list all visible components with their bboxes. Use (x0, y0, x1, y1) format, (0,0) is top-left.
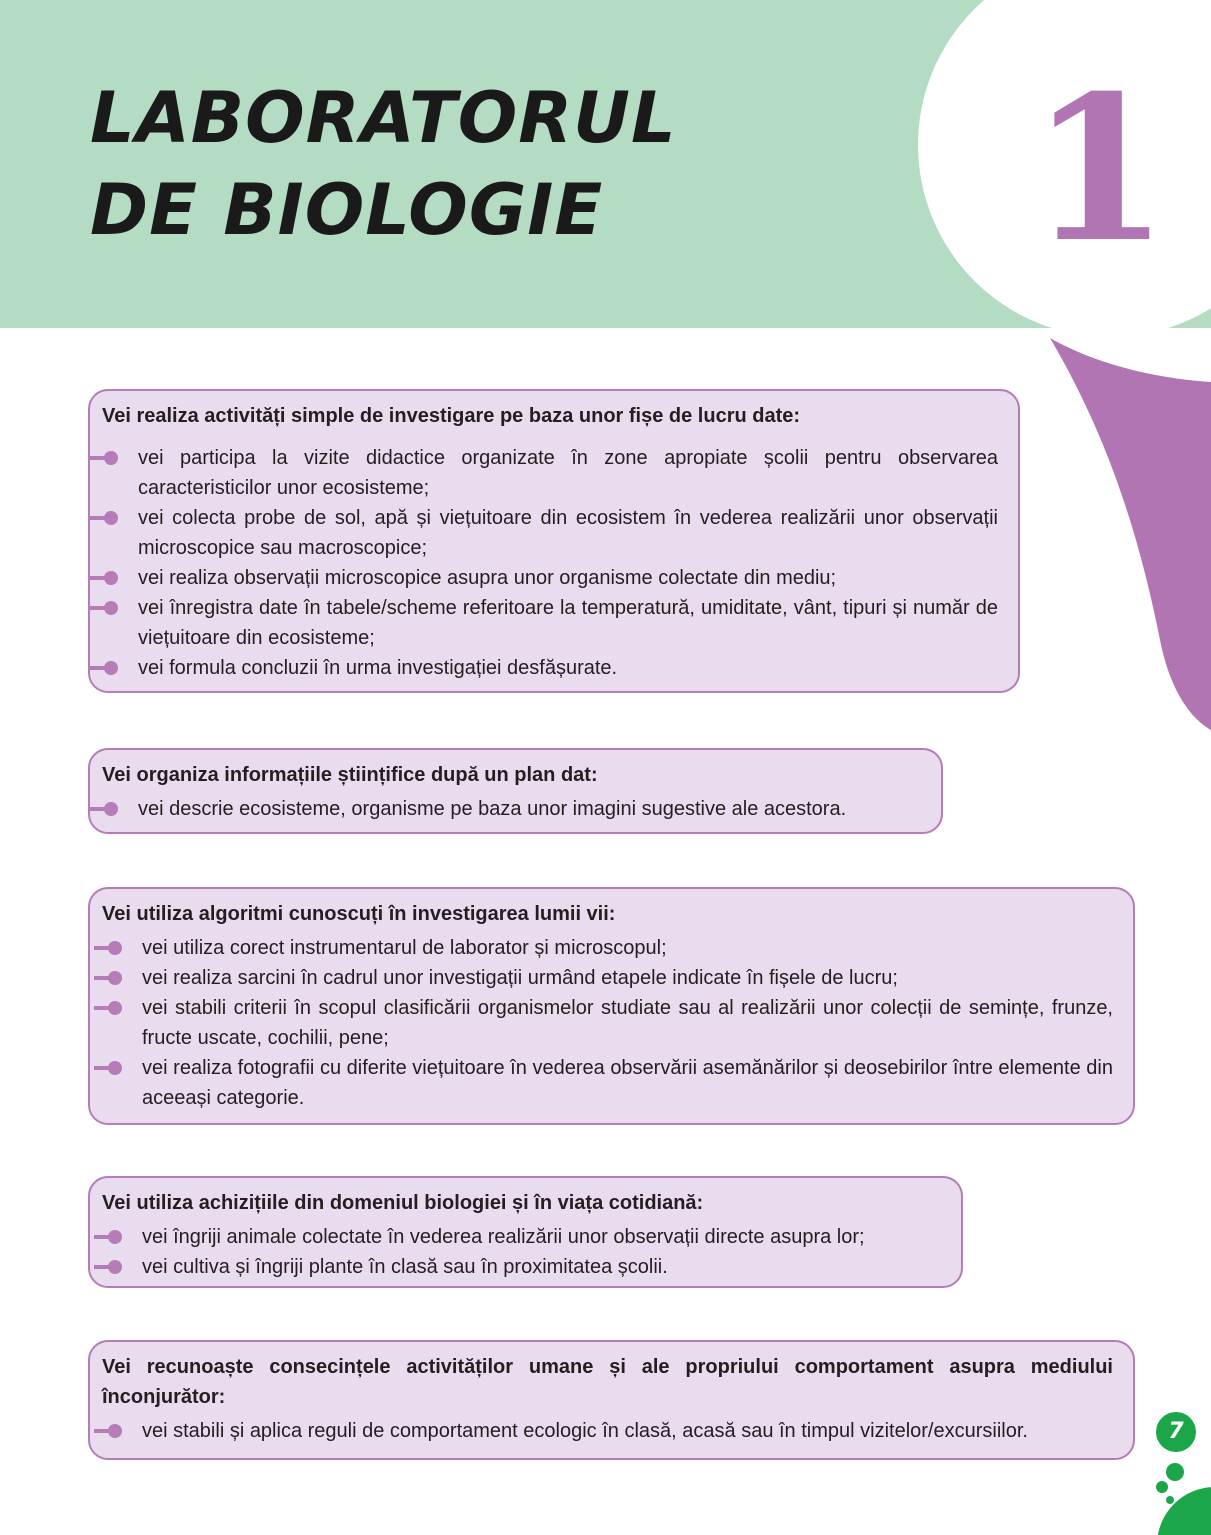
list-item: vei realiza sarcini în cadrul unor investigații urmând etapele indicate în fișele de lucru; (142, 963, 1113, 993)
bullet-icon (90, 571, 120, 585)
objective-list (102, 1416, 1113, 1446)
bullet-icon (94, 1230, 124, 1244)
list-item: vei realiza observații microscopice asupra unor organisme colectate din mediu; (138, 563, 998, 593)
bullet-icon (94, 941, 124, 955)
list-item: vei utiliza corect instrumentarul de laborator și microscopul; (142, 933, 1113, 963)
list-item: vei realiza fotografii cu diferite viețuitoare în vederea observării asemănărilor și deosebirilor între elemente din aceeași categorie. (142, 1053, 1113, 1113)
list-item: vei îngriji animale colectate în vederea realizării unor observații directe asupra lor; (142, 1222, 941, 1252)
objective-heading: Vei utiliza algoritmi cunoscuți în investigarea lumii vii: (102, 903, 616, 925)
bullet-icon (90, 451, 120, 465)
objective-list (102, 933, 1113, 1113)
bullet-icon (94, 1260, 124, 1274)
page-title (90, 72, 677, 256)
green-dot-small (1156, 1481, 1168, 1493)
bullet-icon (94, 1061, 124, 1075)
objective-heading: Vei utiliza achizițiile din domeniul biologiei și în viața cotidiană: (102, 1192, 704, 1214)
bullet-icon (90, 661, 120, 675)
objective-heading: Vei recunoaște consecințele activităților umane și ale propriului comportament asupra mediului înconjurător: (102, 1356, 1113, 1408)
title-line-2: DE BIOLOGIE (90, 169, 604, 251)
bullet-icon (90, 511, 120, 525)
list-item: vei cultiva și îngriji plante în clasă sau în proximitatea școlii. (142, 1252, 941, 1282)
chapter-number: 1 (1030, 52, 1170, 287)
objective-box-3 (88, 887, 1135, 1125)
objective-box-5 (88, 1340, 1135, 1460)
list-item: vei colecta probe de sol, apă și viețuitoare din ecosistem în vederea realizării unor observații microscopice sau macroscopice; (138, 503, 998, 563)
objective-box-1 (88, 389, 1020, 693)
bullet-icon (90, 601, 120, 615)
green-dot-tiny (1166, 1496, 1174, 1504)
list-item: vei stabili criterii în scopul clasificării organismelor studiate sau al realizării unor colecții de semințe, frunze, fructe uscate, cochilii, pene; (142, 993, 1113, 1053)
objective-list (102, 1222, 941, 1282)
objective-list (102, 443, 998, 683)
bullet-icon (90, 802, 120, 816)
green-corner-shape (1157, 1487, 1211, 1535)
list-item: vei stabili și aplica reguli de comportament ecologic în clasă, acasă sau în timpul vizitelor/excursiilor. (142, 1416, 1113, 1446)
list-item: vei înregistra date în tabele/scheme referitoare la temperatură, umiditate, vânt, tipuri și număr de viețuitoare din ecosisteme; (138, 593, 998, 653)
objective-box-4 (88, 1176, 963, 1288)
list-item: vei descrie ecosisteme, organisme pe baza unor imagini sugestive ale acestora. (138, 794, 921, 824)
objective-heading: Vei organiza informațiile științifice după un plan dat: (102, 764, 598, 786)
page-number: 7 (1156, 1412, 1196, 1452)
list-item: vei participa la vizite didactice organizate în zone apropiate școlii pentru observarea caracteristicilor unor ecosisteme; (138, 443, 998, 503)
bullet-icon (94, 1424, 124, 1438)
objective-box-2 (88, 748, 943, 834)
list-item: vei formula concluzii în urma investigației desfășurate. (138, 653, 998, 683)
green-dot-large (1166, 1463, 1184, 1481)
purple-drop-shape (1050, 338, 1211, 730)
objective-heading: Vei realiza activități simple de investigare pe baza unor fișe de lucru date: (102, 405, 801, 427)
bullet-icon (94, 971, 124, 985)
title-line-1: LABORATORUL (90, 77, 677, 159)
bullet-icon (94, 1001, 124, 1015)
objective-list (102, 794, 921, 824)
